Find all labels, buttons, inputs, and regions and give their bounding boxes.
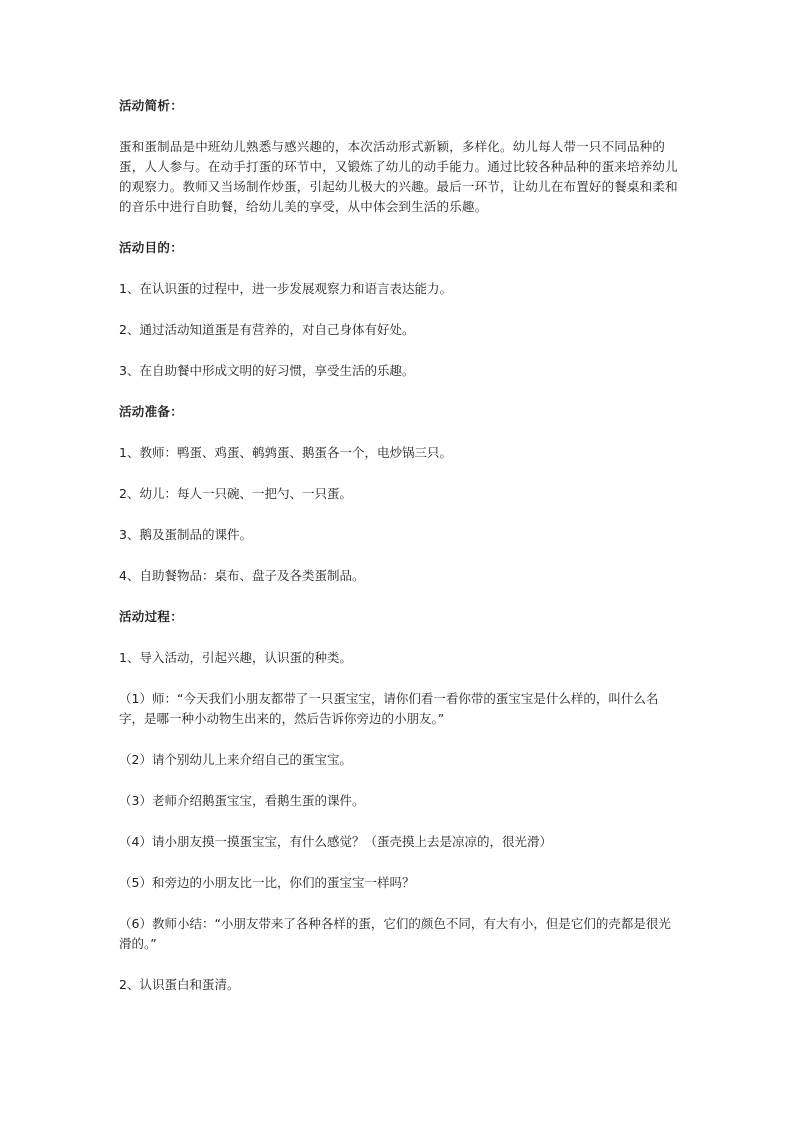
preparation-item-3: 3、鹅及蛋制品的课件。 <box>119 527 252 542</box>
preparation-heading: 活动准备： <box>119 404 184 419</box>
document-page <box>119 96 679 995</box>
preparation-item-1: 1、教师：鸭蛋、鸡蛋、鹌鹑蛋、鹅蛋各一个，电炒锅三只。 <box>119 445 452 460</box>
preparation-item-2: 2、幼儿：每人一只碗、一把勺、一只蛋。 <box>119 486 352 501</box>
process-step-2: 2、认识蛋白和蛋清。 <box>119 977 240 992</box>
process-subitem-4: （4）请小朋友摸一摸蛋宝宝，有什么感觉？（蛋壳摸上去是凉凉的，很光滑） <box>119 834 552 849</box>
process-step-1: 1、导入活动，引起兴趣，认识蛋的种类。 <box>119 650 352 665</box>
process-subitem-1: （1）师：“今天我们小朋友都带了一只蛋宝宝，请你们看一看你带的蛋宝宝是什么样的，叫什么名字，是哪一种小动物生出来的，然后告诉你旁边的小朋友。” <box>119 691 659 726</box>
goal-item-3: 3、在自助餐中形成文明的好习惯，享受生活的乐趣。 <box>119 363 415 378</box>
process-subitem-2: （2）请个别幼儿上来介绍自己的蛋宝宝。 <box>119 752 352 767</box>
process-subitem-3: （3）老师介绍鹅蛋宝宝，看鹅生蛋的课件。 <box>119 793 365 808</box>
goals-heading: 活动目的： <box>119 240 184 255</box>
goal-item-2: 2、通过活动知道蛋是有营养的，对自己身体有好处。 <box>119 322 415 337</box>
analysis-heading: 活动简析： <box>119 98 184 113</box>
process-subitem-6: （6）教师小结：“小朋友带来了各种各样的蛋，它们的颜色不同，有大有小，但是它们的壳都是很光滑的。” <box>119 916 671 951</box>
process-heading: 活动过程： <box>119 609 184 624</box>
analysis-paragraph: 蛋和蛋制品是中班幼儿熟悉与感兴趣的，本次活动形式新颖，多样化。幼儿每人带一只不同品种的蛋，人人参与。在动手打蛋的环节中，又锻炼了幼儿的动手能力。通过比较各种品种的蛋来培养幼儿的观察力。教师又当场制作炒蛋，引起幼儿极大的兴趣。最后一环节，让幼儿在布置好的餐桌和柔和的音乐中进行自助餐，给幼儿美的享受，从中体会到生活的乐趣。 <box>119 139 678 214</box>
goal-item-1: 1、在认识蛋的过程中，进一步发展观察力和语言表达能力。 <box>119 281 452 296</box>
preparation-item-4: 4、自助餐物品：桌布、盘子及各类蛋制品。 <box>119 568 365 583</box>
process-subitem-5: （5）和旁边的小朋友比一比，你们的蛋宝宝一样吗？ <box>119 875 415 890</box>
